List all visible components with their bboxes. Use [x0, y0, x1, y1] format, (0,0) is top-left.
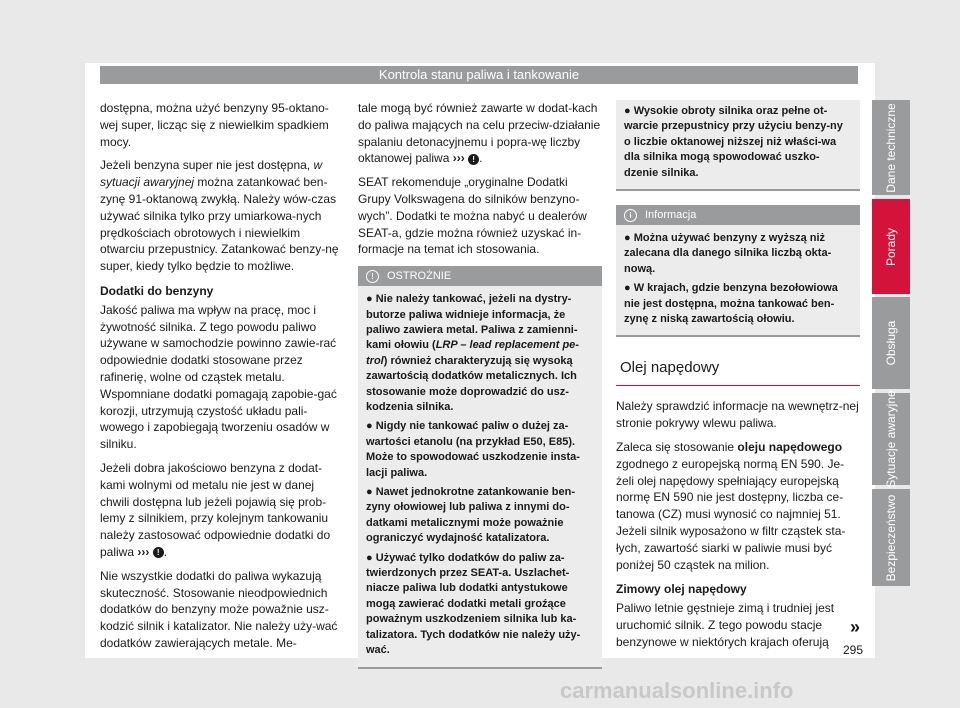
info-icon: i	[624, 209, 637, 222]
warning-box-continued: ● Wysokie obroty silnika oraz pełne ot-warcie przepustnicy przy użyciu benzy-ny o liczbie oktanowej niższej niż właści-wa dla silnika mogą spowodować uszko-dzenie silnika.	[616, 100, 860, 191]
section-title: Olej napędowy	[616, 357, 860, 386]
tab-obsluga[interactable]: Obsługa	[872, 297, 910, 389]
tab-dane-techniczne[interactable]: Dane techniczne	[872, 100, 910, 195]
info-header: i Informacja	[616, 205, 860, 225]
warning-item: ● Używać tylko dodatków do paliw za-twierdzonych przez SEAT-a. Uszlachet-niacze paliwa lub dodatki antystukowe mogą zawierać dodatki metali groźące poważnym uszkodzeniem silnika lub ka-talizatora. Tych dodatków nie należy uży-wać.	[366, 551, 581, 657]
reference-link[interactable]: ›››	[137, 544, 150, 559]
warning-ref-icon: !	[153, 547, 164, 558]
reference-link[interactable]: ›››	[452, 151, 465, 166]
paragraph: Należy sprawdzić informacje na wewnętrz-nej stronie pokrywy wlewu paliwa.	[616, 399, 859, 431]
paragraph: tale mogą być również zawarte w dodat-kach do paliwa mających na celu przeciw-działanie spalaniu detonacyjnemu i popra-wę liczby oktanowej paliwa ››› ! .	[358, 101, 601, 166]
tab-bezpieczenstwo[interactable]: Bezpieczeństwo	[872, 489, 910, 586]
warning-header: ! OSTROŻNIE	[358, 266, 602, 286]
next-page-arrow-icon: »	[850, 617, 861, 637]
tab-sytuacje-awaryjne[interactable]: Sytuacje awaryjne	[872, 393, 910, 485]
section-heading: Zimowy olej napędowy	[616, 582, 747, 597]
tab-porady[interactable]: Porady	[872, 199, 910, 294]
warning-item: ● Nie należy tankować, jeżeli na dystry-butorze paliwa widnieje informacja, że paliwo zawiera metal. Paliwa z zamienni-kami ołowiu (LRP – lead replacement pe-trol) również charakteryzują się wysoką zawartością dodatków metalicznych. Ich stosowanie może doprowadzić do usz-kodzenia silnika.	[366, 293, 579, 414]
paragraph: Jeżeli dobra jakościowo benzyna z dodat-kami wolnymi od metalu nie jest w danej chwili dostępna lub jeżeli pojawią się prob-lemy z silnikiem, przy kolejnym tankowaniu należy zastosować odpowiednie dodatki do paliwa ››› ! .	[100, 460, 331, 559]
column-1	[100, 100, 344, 659]
paragraph: Nie wszystkie dodatki do paliwa wykazują skuteczność. Stosowanie nieodpowiednich dodatków do benzyny może powažnie usz-kodzić silnik i katalizator. Nie należy uży-wać dodatków zawierających metale. Me-	[100, 568, 338, 650]
warning-icon: !	[366, 270, 379, 283]
paragraph: Jeżeli benzyna super nie jest dostępna, w sytuacji awaryjnej można zatankować ben-zynę 91-oktanową zwykłą. Należy wów-czas używać silnika tylko przy umiarkowa-nych prędkościach obrotowych i niewielkim otwarciu przepustnicy. Zatankować benzy-nę super, kiedy tylko będzie to możliwe.	[100, 158, 339, 274]
info-item: ● W krajach, gdzie benzyna bezołowiowa nie jest dostępna, można tankować ben-zynę z niską zawartością ołowiu.	[624, 282, 838, 326]
paragraph: Jakość paliwa ma wpływ na pracę, moc i żywotność silnika. Z tego powodu paliwo używane w samochodzie powinno zawie-rać odpowiednie dodatki stosowane przez rafinerię, wolne od cząstek metalu. Wspomniane dodatki pomagają zapobie-gać korozji, utrzymują czystość układu pali-wowego i zapobiegają tworzeniu osadów w silniku.	[100, 302, 337, 452]
paragraph: Paliwo letnie gęstnieje zimą i trudniej jest uruchomić silnik. Z tego powodu stacje benzynowe w niektórych krajach oferują	[616, 601, 835, 649]
warning-box	[358, 266, 602, 668]
warning-ref-icon: !	[468, 154, 479, 165]
section-heading: Dodatki do benzyny	[100, 283, 214, 298]
page-header: Kontrola stanu paliwa i tankowanie	[100, 66, 858, 84]
column-3	[616, 100, 860, 658]
column-2	[358, 100, 602, 669]
warning-item: ● Nawet jednokrotne zatankowanie ben-zyny ołowiowej lub paliwa z innymi do-datkami metalicznymi może poważnie ograniczyć wydajność katalizatora.	[366, 486, 575, 545]
paragraph: SEAT rekomenduje „oryginalne Dodatki Grupy Volkswagena do silników benzyno-wych”. Dodatki te można nabyć u dealerów SEAT-a, gdzie można również uzyskać in-formacje na temat ich stosowania.	[358, 175, 587, 257]
warning-item: ● Nigdy nie tankować paliw o dużej za-wartości etanolu (na przykład E50, E85). Może to spowodować uszkodzenie insta-lacji paliwa.	[366, 420, 580, 479]
page-number: 295	[843, 643, 864, 657]
info-box	[616, 205, 860, 337]
watermark: carmanualsonline.info	[560, 678, 794, 703]
info-item: ● Można używać benzyny z wyższą niż zalecana dla danego silnika liczbą okta-nową.	[624, 232, 832, 275]
paragraph: Zaleca się stosowanie oleju napędowego zgodnego z europejską normą EN 590. Je-żeli olej napędowy spełniający europejską normę EN 590 nie jest dostępny, liczba ce-tanowa (CZ) musi wynosić co najmniej 51. Jeżeli silnik wyposażono w filtr cząstek sta-łych, zawartość siarki w paliwie musi być poniżej 50 cząstek na milion.	[616, 440, 846, 572]
paragraph: dostępna, można użyć benzyny 95-oktano-wej super, licząc się z niewielkim spadkiem mocy.	[100, 101, 329, 149]
